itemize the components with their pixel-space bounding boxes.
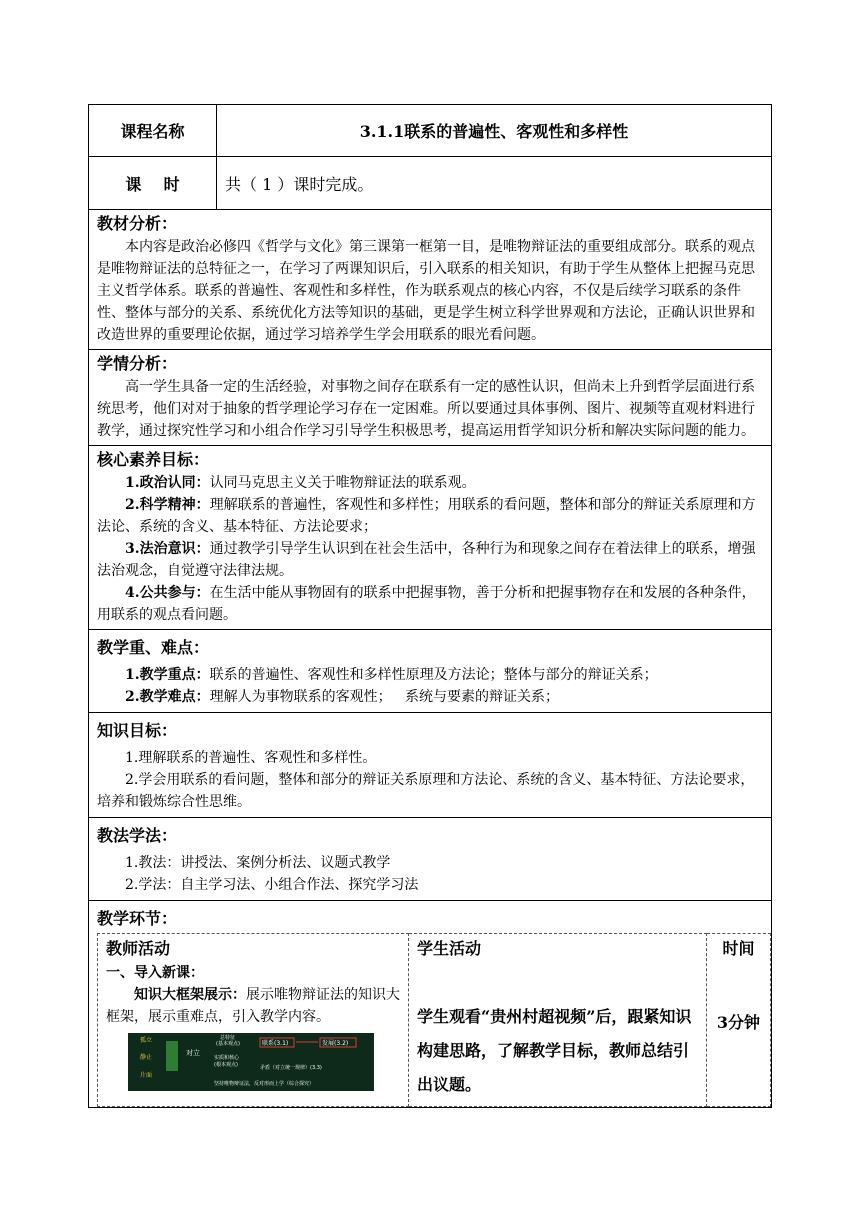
activity-table (97, 933, 771, 1107)
diagram-node-connection: 联系(3.1) (262, 1040, 289, 1047)
literacy-item-label: 1.政治认同： (125, 475, 210, 491)
literacy-item (97, 538, 763, 582)
diagram-label-core: 实质和核心 (214, 1055, 240, 1061)
student-analysis-title: 学情分析： (97, 354, 178, 373)
step1-description (106, 984, 400, 1028)
knowledge-item: 2.学会用联系的看问题，整体和部分的辩证关系原理和方法论、系统的含义、基本特征、方法论要求，培养和锻炼综合性思维。 (97, 772, 755, 810)
diagram-label-onesided: 片面 (140, 1072, 153, 1079)
methods-section (89, 818, 772, 901)
literacy-item-text: 在生活中能从事物固有的联系中把握事物，善于分析和把握事物存在和发展的各种条件，用联系的观点看问题。 (97, 585, 756, 623)
teacher-activity-cell (98, 934, 409, 1107)
key-point-item (97, 664, 763, 686)
knowledge-item: 1.理解联系的普遍性、客观性和多样性。 (125, 750, 377, 766)
key-point-item (97, 686, 763, 708)
time-cell (707, 934, 771, 1107)
literacy-item-label: 2.科学精神： (125, 497, 210, 513)
teacher-activity-header: 教师活动 (106, 939, 171, 958)
key-points-section (89, 630, 772, 713)
literacy-item-text: 理解联系的普遍性，客观性和多样性；用联系的看问题，整体和部分的辩证关系原理和方法论、系统的含义、基本特征、方法论要求； (97, 497, 756, 535)
diagram-label-general: 总特征 (220, 1035, 236, 1041)
literacy-item-text: 认同马克思主义关于唯物辩证法的联系观。 (209, 475, 476, 491)
diagram-label-opposite: 对立 (186, 1049, 200, 1057)
key-points-title: 教学重、难点： (97, 638, 210, 657)
methods-item: 2.学法：自主学习法、小组合作法、探究学习法 (125, 877, 419, 893)
student-analysis-body: 高一学生具备一定的生活经验，对事物之间存在联系有一定的感性认识，但尚未上升到哲学层面进行系统思考，他们对对于抽象的哲学理论学习存在一定困难。所以要通过具体事例、图片、视频等直观材料进行教学，通过探究性学习和小组合作学习引导学生积极思考，提高运用哲学知识分析和解决实际问题的能力。 (97, 379, 755, 439)
student-activity-text: 学生观看“贵州村超视频”后，跟紧知识构建思路，了解教学目标，教师总结引出议题。 (417, 1007, 692, 1094)
lesson-table (88, 104, 772, 1108)
diagram-label-bottom: 坚持唯物辩证法，反对形而上学（综合探究） (214, 1081, 315, 1087)
time-value: 3分钟 (716, 1013, 761, 1032)
key-point-label: 2.教学难点： (125, 689, 210, 705)
dialectics-framework-diagram (128, 1033, 374, 1091)
key-point-label: 1.教学重点： (125, 667, 210, 683)
textbook-analysis-title: 教材分析： (97, 214, 178, 233)
diagram-node-contradiction: 矛盾（对立统一规律）(3.3) (260, 1065, 322, 1071)
student-activity-header: 学生活动 (417, 939, 482, 958)
literacy-item-text: 通过教学引导学生认识到在社会生活中，各种行为和现象之间存在着法律上的联系，增强法治观念，自觉遵守法律法规。 (97, 541, 756, 579)
class-hours-value: 共（ 1 ）课时完成。 (217, 157, 772, 210)
literacy-item (97, 472, 763, 494)
textbook-analysis-section (89, 210, 772, 350)
key-point-text: 联系的普遍性、客观性和多样性原理及方法论；整体与部分的辩证关系； (209, 667, 658, 683)
literacy-item (97, 494, 763, 538)
knowledge-goals-title: 知识目标： (97, 721, 178, 740)
textbook-analysis-body: 本内容是政治必修四《哲学与文化》第三课第一框第一目，是唯物辩证法的重要组成部分。联系的观点是唯物辩证法的总特征之一，在学习了两课知识后，引入联系的相关知识，有助于学生从整体上把握马克思主义哲学体系。联系的普遍性、客观性和多样性，作为联系观点的核心内容，不仅是后续学习联系的条件性、整体与部分的关系、系统优化方法等知识的基础，更是学生树立科学世界观和方法论，正确认识世界和改造世界的重要理论依据，通过学习培养学生学会用联系的眼光看问题。 (97, 239, 755, 343)
framework-diagram-svg (128, 1033, 374, 1091)
core-literacy-title: 核心素养目标： (97, 450, 210, 469)
teaching-process-title: 教学环节： (97, 909, 178, 928)
core-literacy-section (89, 446, 772, 630)
diagram-node-development: 发展(3.2) (322, 1040, 349, 1047)
class-hours-label: 课 时 (89, 157, 217, 210)
student-analysis-section (89, 350, 772, 446)
key-point-text: 理解人为事物联系的客观性； 系统与要素的辩证关系； (209, 689, 559, 705)
diagram-label-static: 静止 (140, 1054, 153, 1061)
diagram-label-isolated: 孤立 (140, 1037, 153, 1044)
step1-title: 一、导入新课： (106, 965, 204, 981)
step1-label: 知识大框架展示： (134, 987, 246, 1003)
course-name-label: 课程名称 (89, 105, 217, 157)
time-header: 时间 (722, 939, 755, 958)
knowledge-goals-section (89, 713, 772, 818)
student-activity-cell (409, 934, 707, 1107)
lesson-plan (88, 104, 771, 1108)
methods-title: 教法学法： (97, 826, 178, 845)
teaching-process-section (89, 901, 772, 1108)
literacy-item-label: 4.公共参与： (125, 585, 210, 601)
course-name-value: 3.1.1联系的普遍性、客观性和多样性 (217, 105, 772, 157)
literacy-item-label: 3.法治意识： (125, 541, 210, 557)
step1-text: 展示唯物辩证法的知识大框架，展示重难点，引入教学内容。 (106, 987, 400, 1025)
methods-item: 1.教法：讲授法、案例分析法、议题式教学 (125, 855, 391, 871)
literacy-item (97, 582, 763, 626)
diagram-label-basic-view: (基本观点) (216, 1041, 240, 1047)
diagram-label-fundamental: (根本观点) (214, 1062, 238, 1068)
